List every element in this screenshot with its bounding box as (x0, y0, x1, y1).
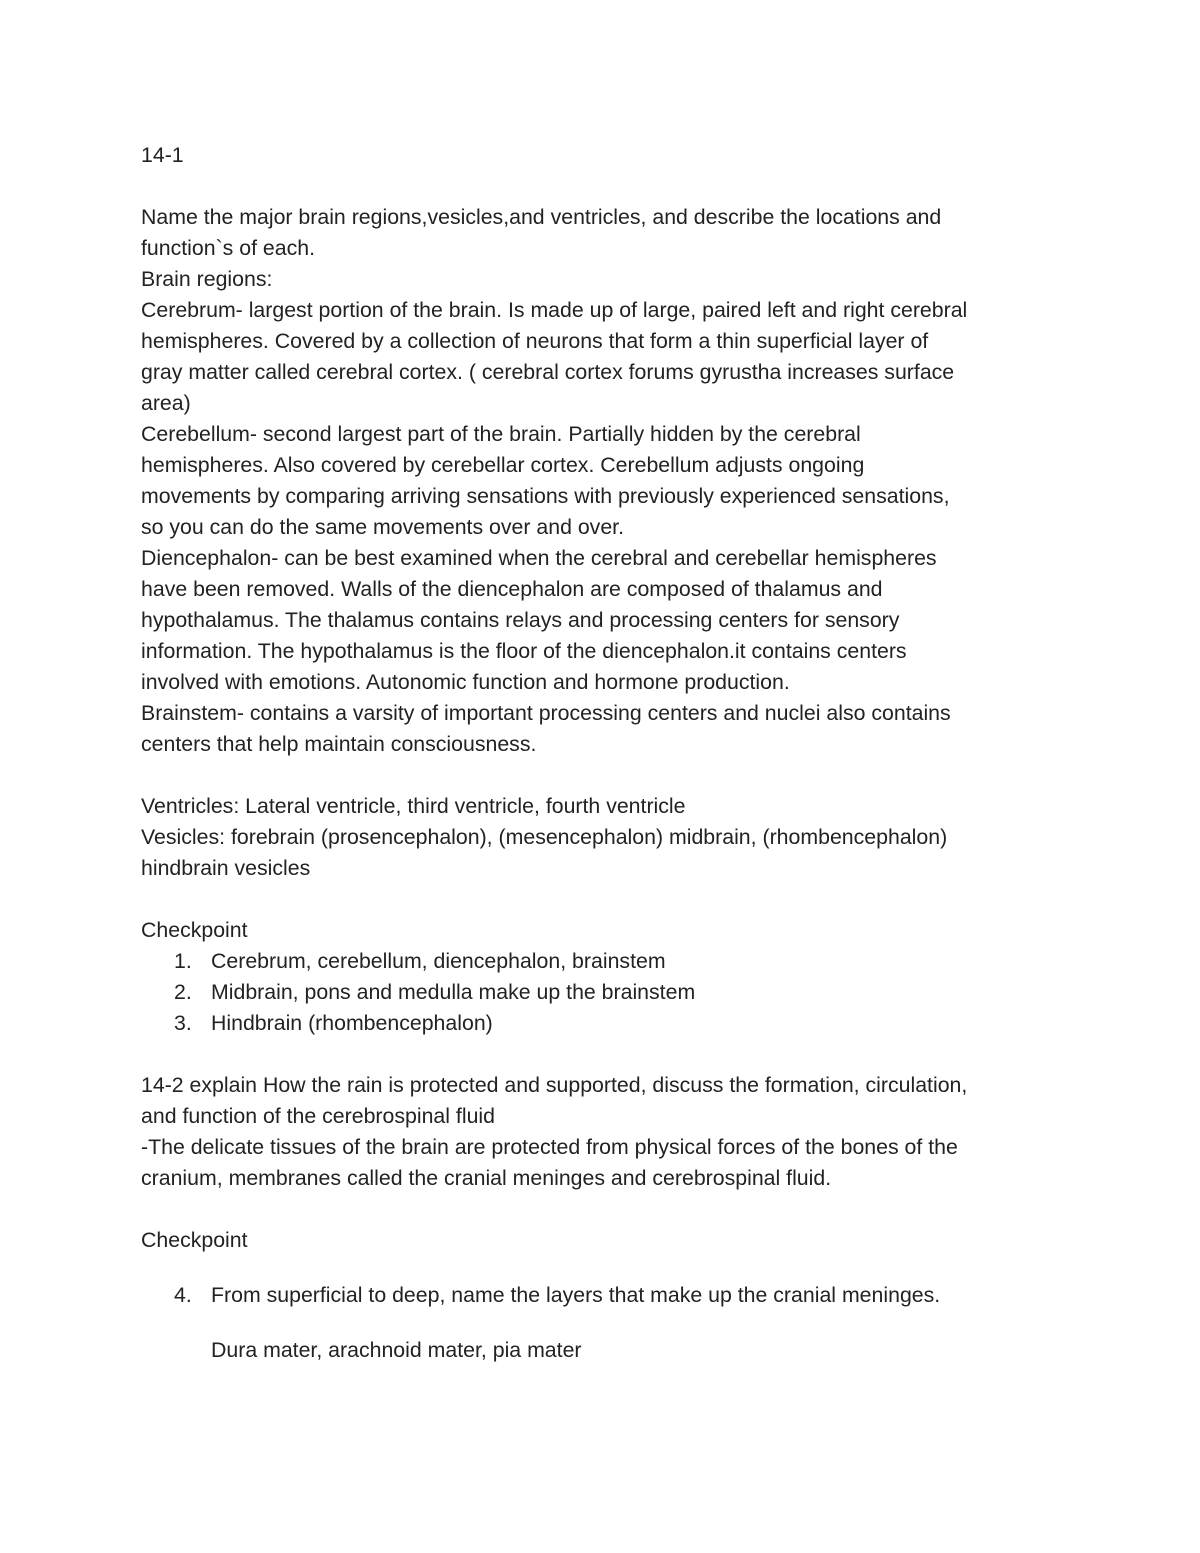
diencephalon-text-line: information. The hypothalamus is the floor of the diencephalon.it contains centers (141, 639, 907, 663)
cerebellum-text-line: Cerebellum- second largest part of the brain. Partially hidden by the cerebral (141, 422, 861, 446)
vesicles-text-line-1: Vesicles: forebrain (prosencephalon), (mesencephalon) midbrain, (rhombencephalon) (141, 825, 948, 849)
list-item-text: Midbrain, pons and medulla make up the brainstem (211, 980, 696, 1004)
checkpoint-heading: Checkpoint (141, 1228, 248, 1252)
brainstem-text-line: centers that help maintain consciousness. (141, 732, 537, 756)
protection-text-line-2: cranium, membranes called the cranial meninges and cerebrospinal fluid. (141, 1166, 832, 1190)
list-number: 2. (174, 980, 192, 1004)
diencephalon-text-line: have been removed. Walls of the diencephalon are composed of thalamus and (141, 577, 883, 601)
protection-text-line-1: -The delicate tissues of the brain are protected from physical forces of the bones of the (141, 1135, 958, 1159)
brainstem-text-line: Brainstem- contains a varsity of important processing centers and nuclei also contains (141, 701, 951, 725)
list-item-text: From superficial to deep, name the layers that make up the cranial meninges. (211, 1283, 941, 1307)
cerebellum-text-line: so you can do the same movements over and over. (141, 515, 624, 539)
list-item (141, 977, 1076, 1008)
section-14-2-heading-line-2: and function of the cerebrospinal fluid (141, 1104, 495, 1128)
spacer (141, 884, 1076, 915)
list-item (141, 1008, 1076, 1039)
section-heading-14-1: 14-1 (141, 143, 184, 167)
list-number: 3. (174, 1011, 192, 1035)
list-item-text: Hindbrain (rhombencephalon) (211, 1011, 493, 1035)
spacer (141, 171, 1076, 202)
spacer (141, 760, 1076, 791)
vesicles-text-line-2: hindbrain vesicles (141, 856, 311, 880)
spacer (141, 1039, 1076, 1070)
list-item-text: Cerebrum, cerebellum, diencephalon, brainstem (211, 949, 666, 973)
cerebellum-text-line: movements by comparing arriving sensations with previously experienced sensations, (141, 484, 950, 508)
checkpoint-heading: Checkpoint (141, 918, 248, 942)
checkpoint-list (141, 1280, 1076, 1311)
ventricles-text: Ventricles: Lateral ventricle, third ventricle, fourth ventricle (141, 794, 686, 818)
objective-text-line-1: Name the major brain regions,vesicles,and ventricles, and describe the locations and (141, 205, 942, 229)
spacer (141, 1194, 1076, 1225)
document-page (141, 140, 1076, 1366)
cerebrum-text-line: Cerebrum- largest portion of the brain. Is made up of large, paired left and right cerebral (141, 298, 968, 322)
objective-text-line-2: function`s of each. (141, 236, 316, 260)
diencephalon-text-line: involved with emotions. Autonomic function and hormone production. (141, 670, 790, 694)
cerebrum-text-line: hemispheres. Covered by a collection of neurons that form a thin superficial layer of (141, 329, 929, 353)
spacer (141, 1256, 1076, 1280)
diencephalon-text-line: Diencephalon- can be best examined when the cerebral and cerebellar hemispheres (141, 546, 937, 570)
section-14-2-heading-line-1: 14-2 explain How the rain is protected and supported, discuss the formation, circulation, (141, 1073, 968, 1097)
diencephalon-text-line: hypothalamus. The thalamus contains relays and processing centers for sensory (141, 608, 900, 632)
cerebrum-text-line: area) (141, 391, 191, 415)
spacer (141, 1311, 1076, 1335)
list-item (141, 1280, 1076, 1311)
list-item (141, 946, 1076, 977)
checkpoint-list (141, 946, 1076, 1039)
list-number: 4. (174, 1283, 192, 1307)
list-number: 1. (174, 949, 192, 973)
cerebellum-text-line: hemispheres. Also covered by cerebellar cortex. Cerebellum adjusts ongoing (141, 453, 865, 477)
brain-regions-label: Brain regions: (141, 267, 273, 291)
cerebrum-text-line: gray matter called cerebral cortex. ( cerebral cortex forums gyrustha increases surface (141, 360, 955, 384)
checkpoint-answer: Dura mater, arachnoid mater, pia mater (211, 1338, 582, 1362)
